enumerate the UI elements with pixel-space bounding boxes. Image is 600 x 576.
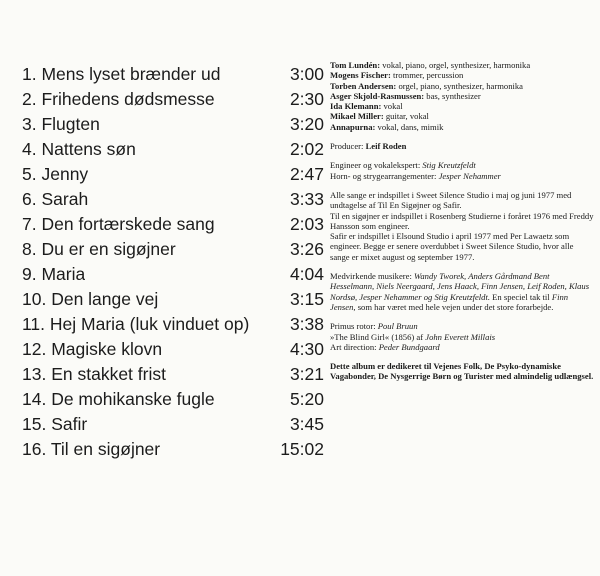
track-name: Maria — [41, 264, 86, 284]
track-title — [22, 412, 87, 437]
track-name: Den lange vej — [51, 289, 159, 309]
track-duration: 2:03 — [289, 214, 324, 234]
track-name: Mens lyset brænder ud — [41, 64, 221, 84]
track-name: Den fortærskede sang — [41, 214, 215, 234]
track-duration: 3:00 — [289, 64, 324, 84]
track-name: Til en sigøjner — [50, 439, 161, 459]
painting-artist: John Everett Millais — [425, 331, 496, 342]
arranger-label: Horn- og strygearrangementer: — [330, 170, 439, 181]
track-number: 3. — [22, 114, 37, 134]
track-title — [22, 137, 136, 162]
track-row — [22, 212, 324, 237]
track-name: Jenny — [41, 164, 89, 184]
musician-role: vokal, piano, orgel, synthesizer, harmonika — [380, 60, 531, 70]
musician-name: Annapurna: — [330, 121, 376, 132]
primus-name: Poul Bruun — [377, 321, 418, 332]
painting-year: (1856) af — [389, 331, 426, 342]
track-row — [22, 62, 324, 87]
track-title — [22, 187, 88, 212]
track-title — [22, 337, 162, 362]
track-title — [22, 112, 100, 137]
track-duration: 3:20 — [289, 114, 324, 134]
track-name: Nattens søn — [41, 139, 136, 159]
track-row — [22, 312, 324, 337]
musician-name: Torben Andersen: — [330, 80, 397, 91]
primus-credit — [330, 321, 594, 331]
musician-row — [330, 60, 594, 70]
art-direction-name: Peder Bundgaard — [378, 341, 440, 352]
recording-notes — [330, 190, 594, 262]
track-duration: 2:02 — [289, 139, 324, 159]
thanks-prefix: En speciel tak til — [490, 291, 552, 302]
musician-list — [330, 60, 594, 132]
track-title — [22, 162, 88, 187]
track-number: 13. — [22, 364, 47, 384]
primus-label: Primus rotor: — [330, 321, 378, 332]
track-duration: 4:04 — [289, 264, 324, 284]
track-row — [22, 237, 324, 262]
track-row — [22, 187, 324, 212]
recording-note: Alle sange er indspillet i Sweet Silence Studio i maj og juni 1977 med undtagelse af Til En Sigøjner og Safir. — [330, 189, 572, 211]
track-row — [22, 262, 324, 287]
track-number: 16. — [22, 439, 47, 459]
track-duration: 5:20 — [289, 389, 324, 409]
producer-name: Leif Roden — [365, 141, 407, 152]
track-title — [22, 387, 215, 412]
track-title — [22, 237, 176, 262]
track-name: Sarah — [41, 189, 89, 209]
musician-name: Ida Klemann: — [330, 101, 382, 112]
track-row — [22, 387, 324, 412]
arranger-credit — [330, 171, 594, 181]
track-name: Hej Maria (luk vinduet op) — [49, 314, 250, 334]
track-row — [22, 137, 324, 162]
musician-row — [330, 101, 594, 111]
musician-role: trommer, percussion — [390, 70, 464, 81]
track-duration: 2:30 — [289, 89, 324, 109]
guest-musicians — [330, 271, 594, 312]
track-name: Du er en sigøjner — [41, 239, 176, 259]
musician-row — [330, 111, 594, 121]
track-number: 5. — [22, 164, 37, 184]
engineer-name: Stig Kreutzfeldt — [422, 160, 476, 171]
track-duration: 3:26 — [289, 239, 324, 259]
musician-role: orgel, piano, synthesizer, harmonika — [396, 80, 523, 91]
tracklist — [22, 62, 324, 462]
track-name: Frihedens dødsmesse — [41, 89, 215, 109]
track-row — [22, 162, 324, 187]
track-title — [22, 362, 166, 387]
musician-row — [330, 81, 594, 91]
musician-row — [330, 70, 594, 80]
track-name: Flugten — [41, 114, 100, 134]
track-title — [22, 87, 215, 112]
track-number: 15. — [22, 414, 47, 434]
track-number: 2. — [22, 89, 37, 109]
musician-name: Mikael Miller: — [330, 111, 384, 122]
track-number: 4. — [22, 139, 37, 159]
musician-role: guitar, vokal — [383, 111, 429, 122]
track-row — [22, 437, 324, 462]
producer-credit — [330, 141, 594, 151]
track-name: En stakket frist — [51, 364, 166, 384]
musician-role: bas, synthesizer — [424, 90, 481, 101]
musician-name: Tom Lundén: — [330, 60, 381, 70]
thanks-name: Finn Jensen — [330, 291, 569, 312]
track-row — [22, 112, 324, 137]
track-row — [22, 287, 324, 312]
track-number: 14. — [22, 389, 47, 409]
track-row — [22, 412, 324, 437]
art-direction-credit — [330, 342, 594, 352]
musician-name: Mogens Fischer: — [330, 70, 391, 81]
track-duration: 3:33 — [289, 189, 324, 209]
track-title — [22, 62, 220, 87]
track-row — [22, 362, 324, 387]
track-title — [22, 437, 160, 462]
musician-row — [330, 91, 594, 101]
recording-note: Til en sigøjner er indspillet i Rosenberg Studierne i foråret 1976 med Freddy Hansson som engineer. — [330, 210, 594, 231]
track-duration: 2:47 — [289, 164, 324, 184]
track-title — [22, 287, 158, 312]
arranger-name: Jesper Nehammer — [438, 170, 501, 181]
musician-role: vokal — [381, 101, 403, 112]
track-row — [22, 337, 324, 362]
track-duration: 3:38 — [289, 314, 324, 334]
track-row — [22, 87, 324, 112]
recording-note: Safir er indspillet i Elsound Studio i april 1977 med Per Lawaetz som engineer. Begge er senere overdubbet i Sweet Silence Studio, hvor alle sange er mixet august og september 1977. — [330, 231, 574, 262]
engineer-credit — [330, 160, 594, 170]
painting-credit — [330, 332, 594, 342]
producer-label: Producer: — [330, 141, 366, 152]
track-duration: 3:45 — [289, 414, 324, 434]
painting-title: »The Blind Girl« — [330, 331, 390, 342]
track-number: 7. — [22, 214, 37, 234]
musician-role: vokal, dans, mimik — [375, 121, 444, 132]
track-duration: 15:02 — [280, 439, 324, 459]
track-title — [22, 312, 249, 337]
art-direction-label: Art direction: — [330, 341, 379, 352]
track-name: Safir — [51, 414, 88, 434]
track-name: Magiske klovn — [51, 339, 163, 359]
track-name: De mohikanske fugle — [51, 389, 215, 409]
track-title — [22, 262, 85, 287]
guest-musicians-label: Medvirkende musikere: — [330, 271, 415, 282]
track-number: 1. — [22, 64, 37, 84]
track-duration: 4:30 — [289, 339, 324, 359]
dedication: Dette album er dedikeret til Vejenes Folk, De Psyko-dynamiske Vagabonder, De Nysgerrige Børn og Turister med almindelig udlængsel. — [330, 361, 594, 382]
musician-name: Asger Skjold-Rasmussen: — [330, 90, 425, 101]
track-number: 11. — [22, 314, 46, 334]
thanks-suffix: , som har været med hele vejen under det store forarbejde. — [353, 301, 554, 312]
track-number: 10. — [22, 289, 47, 309]
track-number: 8. — [22, 239, 37, 259]
musician-row — [330, 122, 594, 132]
track-title — [22, 212, 215, 237]
track-duration: 3:21 — [289, 364, 324, 384]
credits — [330, 60, 594, 382]
guest-musicians-names: Wandy Tworek, Anders Gårdmand Bent Hesselmann, Niels Neergaard, Jens Haack, Finn Jensen, Leif Roden, Klaus Nordsø, Jesper Nehammer og Stig Kreutzfeldt. — [330, 271, 590, 302]
track-number: 6. — [22, 189, 37, 209]
engineer-label: Engineer og vokalekspert: — [330, 160, 423, 171]
track-number: 12. — [22, 339, 47, 359]
track-duration: 3:15 — [289, 289, 324, 309]
track-number: 9. — [22, 264, 37, 284]
